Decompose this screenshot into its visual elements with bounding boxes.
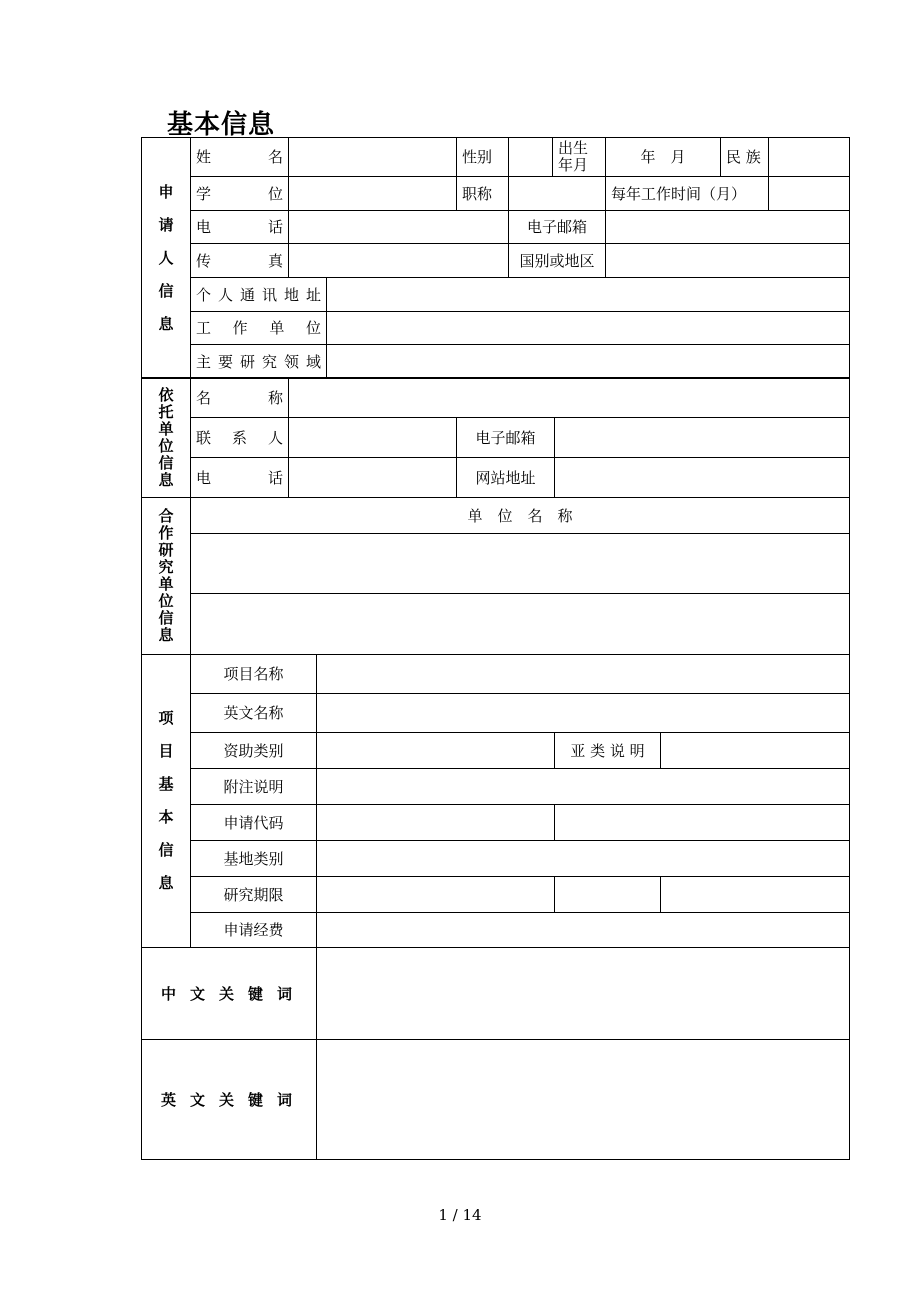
birth-label: 出生年月 xyxy=(553,138,606,177)
ethnicity-field[interactable] xyxy=(769,138,850,177)
gender-label: 性别 xyxy=(457,138,509,177)
host-contact-field[interactable] xyxy=(289,418,457,458)
employer-field[interactable] xyxy=(327,312,850,345)
name-field[interactable] xyxy=(289,138,457,177)
ethnicity-label: 民 族 xyxy=(721,138,769,177)
budget-field[interactable] xyxy=(317,913,850,948)
host-phone-label: 电 话 xyxy=(191,458,289,498)
cn-keywords-label: 中文关键词 xyxy=(142,948,317,1040)
employer-label: 工作单位 xyxy=(191,312,327,345)
notes-field[interactable] xyxy=(317,769,850,805)
host-name-field[interactable] xyxy=(289,378,850,418)
project-section xyxy=(141,654,850,948)
country-field[interactable] xyxy=(606,244,850,278)
research-field-label: 主要研究领域 xyxy=(191,345,327,379)
code-field-2[interactable] xyxy=(555,805,850,841)
base-type-label: 基地类别 xyxy=(191,841,317,877)
address-field[interactable] xyxy=(327,278,850,312)
fax-field[interactable] xyxy=(289,244,509,278)
host-email-field[interactable] xyxy=(555,418,850,458)
partner-header: 单 位 名 称 xyxy=(191,498,850,534)
partner-row[interactable] xyxy=(191,534,850,594)
birth-field[interactable]: 年 月 xyxy=(606,138,721,177)
gender-field[interactable] xyxy=(509,138,553,177)
code-field-1[interactable] xyxy=(317,805,555,841)
research-field-field[interactable] xyxy=(327,345,850,379)
partner-section-label: 合作研究单位信息 xyxy=(142,498,191,655)
host-website-label: 网站地址 xyxy=(457,458,555,498)
base-type-field[interactable] xyxy=(317,841,850,877)
work-time-field[interactable] xyxy=(769,177,850,211)
email-field[interactable] xyxy=(606,211,850,244)
en-keywords-label: 英文关键词 xyxy=(142,1040,317,1160)
code-label: 申请代码 xyxy=(191,805,317,841)
title-label: 职称 xyxy=(457,177,509,211)
email-label: 电子邮箱 xyxy=(509,211,606,244)
fax-label: 传 真 xyxy=(191,244,289,278)
budget-label: 申请经费 xyxy=(191,913,317,948)
host-section xyxy=(141,377,850,498)
period-field-2[interactable] xyxy=(555,877,661,913)
host-contact-label: 联 系 人 xyxy=(191,418,289,458)
title-field[interactable] xyxy=(509,177,606,211)
period-field-1[interactable] xyxy=(317,877,555,913)
work-time-label: 每年工作时间（月） xyxy=(606,177,769,211)
project-name-label: 项目名称 xyxy=(191,655,317,694)
subtype-field[interactable] xyxy=(661,733,850,769)
phone-label: 电 话 xyxy=(191,211,289,244)
funding-type-field[interactable] xyxy=(317,733,555,769)
funding-type-label: 资助类别 xyxy=(191,733,317,769)
applicant-section-label: 申请人信息 xyxy=(142,138,191,379)
host-email-label: 电子邮箱 xyxy=(457,418,555,458)
project-section-label: 项目基本信息 xyxy=(142,655,191,948)
country-label: 国别或地区 xyxy=(509,244,606,278)
notes-label: 附注说明 xyxy=(191,769,317,805)
english-name-field[interactable] xyxy=(317,694,850,733)
period-label: 研究期限 xyxy=(191,877,317,913)
page-title: 基本信息 xyxy=(167,110,276,140)
page-indicator: 1 / 14 xyxy=(438,1206,482,1224)
english-name-label: 英文名称 xyxy=(191,694,317,733)
host-section-label: 依托单位信息 xyxy=(142,378,191,498)
subtype-label: 亚 类 说 明 xyxy=(555,733,661,769)
partner-row[interactable] xyxy=(191,594,850,655)
partner-section xyxy=(141,497,850,655)
keywords-section xyxy=(141,947,850,1160)
phone-field[interactable] xyxy=(289,211,509,244)
cn-keywords-field[interactable] xyxy=(317,948,850,1040)
project-name-field[interactable] xyxy=(317,655,850,694)
host-website-field[interactable] xyxy=(555,458,850,498)
host-name-label: 名 称 xyxy=(191,378,289,418)
applicant-section xyxy=(141,137,850,379)
en-keywords-field[interactable] xyxy=(317,1040,850,1160)
address-label: 个人通讯地址 xyxy=(191,278,327,312)
degree-field[interactable] xyxy=(289,177,457,211)
name-label: 姓 名 xyxy=(191,138,289,177)
host-phone-field[interactable] xyxy=(289,458,457,498)
degree-label: 学 位 xyxy=(191,177,289,211)
period-field-3[interactable] xyxy=(661,877,850,913)
